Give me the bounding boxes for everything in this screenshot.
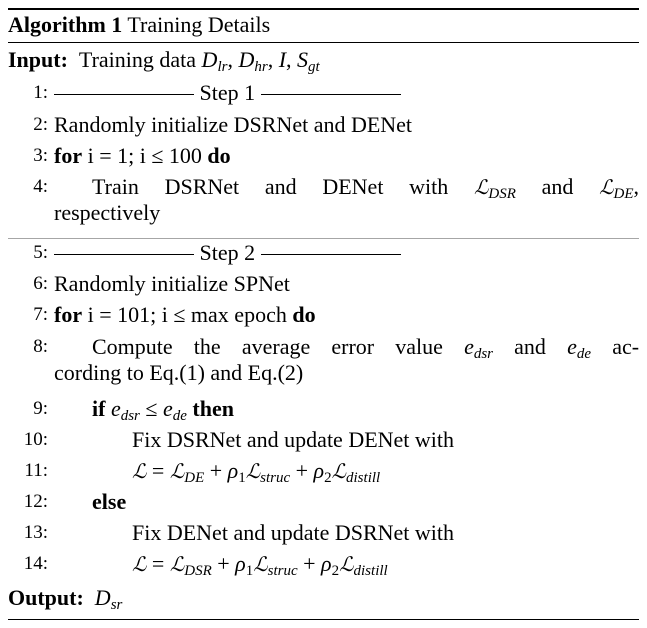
algorithm-block: Algorithm 1 Training Details Input: Training data $D_{lr}$, $D_{hr}$, I, $S_{gt}$ 1: Step 1 2: Randomly initialize DSRNet and DENet 3: for i = 1; i ≤ 100 do 4: Train DSRNet and DENet with ℒ$_{DSR}$ and ℒ$_{DE}$, respectively 5: Step 2 6: Randomly initialize SPNet 7: for i = 101; i ≤ max epoch do 8: Compute the average error value $e_{dsr}$ and $e_{de}$ ac- cording to Eq.(1) and Eq.(2) 9: if $e_{dsr} \le e_{de}$ then 10: Fix DSRNet and update DENet with 11: ℒ = ℒ$_{DE}$ + $\rho_1ℒ_{struc}$ + $\rho_2ℒ_{distill}$ 12: else 13: Fix DENet and update DSRNet with 14: ℒ = ℒ$_{DSR}$ + $\rho_1ℒ_{struc}$ + $\rho_2ℒ_{distill}$ Output: $D_{sr}$ <box>0 0 647 628</box>
output-line: Output: $D_{sr}$ <box>8 585 123 613</box>
algo-line-4: 4: Train DSRNet and DENet with ℒ$_{DSR}$ and ℒ$_{DE}$, respectively <box>33 174 639 225</box>
step-separator-rule <box>8 238 639 239</box>
step-1-label: Step 1 <box>199 80 256 105</box>
top-rule <box>8 8 639 10</box>
title-rule <box>8 42 639 43</box>
step-2-label: Step 2 <box>199 240 256 265</box>
algo-line-8: 8: Compute the average error value $e_{dsr}$ and $e_{de}$ ac- cording to Eq.(1) and Eq.(2) <box>33 334 640 385</box>
algorithm-title: Algorithm 1 Training Details <box>8 12 271 37</box>
bottom-rule <box>8 619 639 620</box>
input-line: Input: Training data $D_{lr}$, $D_{hr}$, I, $S_{gt}$ <box>8 47 320 75</box>
